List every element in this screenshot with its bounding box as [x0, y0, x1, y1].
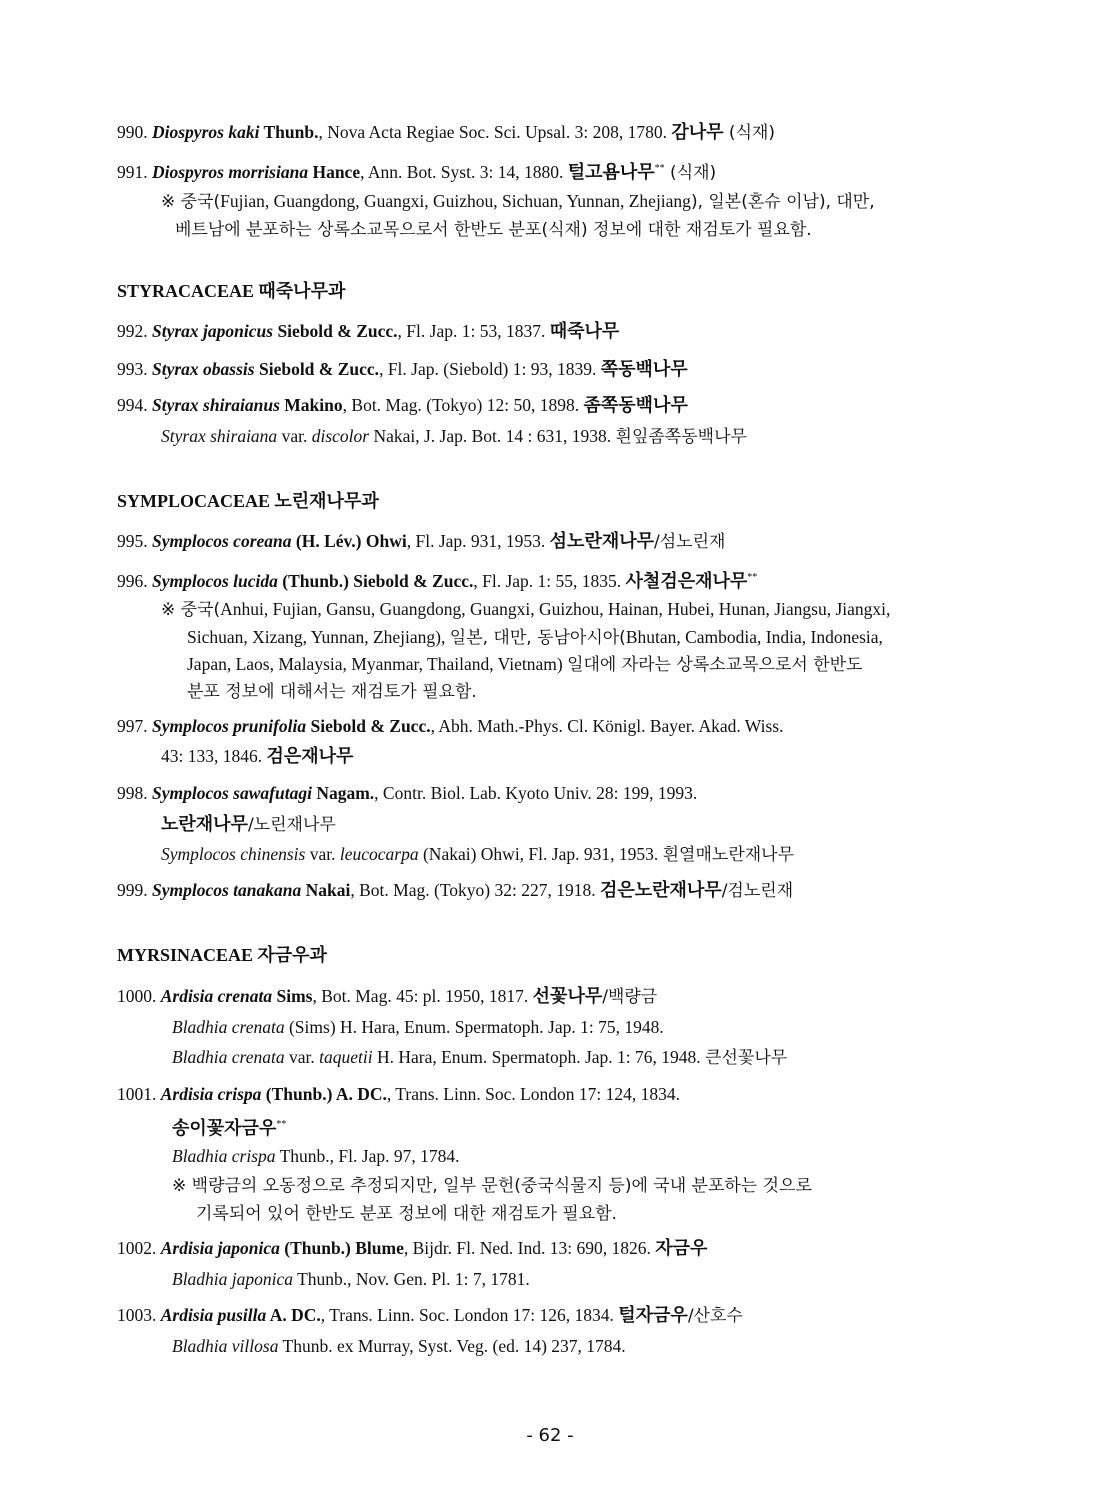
- text-segment: Styrax japonicus: [152, 321, 274, 341]
- text-line: [117, 121, 775, 144]
- text-line: [117, 530, 725, 553]
- text-line: [117, 879, 793, 902]
- text-segment: SYMPLOCACEAE: [117, 491, 271, 511]
- text-segment: 1000.: [117, 986, 161, 1006]
- text-segment: (Thunb.) Blume: [279, 1238, 404, 1258]
- text-segment: 1002.: [117, 1238, 161, 1258]
- text-segment: (Sims) H. Hara, Enum. Spermatoph. Jap. 1: 75, 1948.: [284, 1017, 664, 1037]
- text-segment: Nagam.: [311, 783, 375, 803]
- text-segment: /섬노린재: [654, 532, 726, 552]
- text-segment: 선꽃나무: [532, 986, 603, 1007]
- text-line: [187, 680, 477, 703]
- page-number: - 62 -: [526, 1425, 574, 1446]
- text-segment: 1003.: [117, 1305, 161, 1325]
- text-segment: Symplocos chinensis: [161, 844, 306, 864]
- text-line: [117, 567, 757, 593]
- text-segment: , Bijdr. Fl. Ned. Ind. 13: 690, 1826.: [403, 1238, 656, 1258]
- text-segment: Bladhia crispa: [172, 1146, 276, 1166]
- text-line: [161, 843, 794, 866]
- text-segment: 흰잎좀쪽동백나무: [615, 427, 747, 447]
- text-segment: , Contr. Biol. Lab. Kyoto Univ. 28: 199, 1993.: [374, 783, 698, 803]
- text-line: [172, 1268, 530, 1290]
- text-line: [117, 320, 619, 343]
- text-segment: 베트남에 분포하는 상록소교목으로서 한반도 분포(식재) 정보에 대한 재검토가 필요함.: [175, 220, 812, 240]
- text-segment: 감나무: [671, 122, 724, 143]
- text-line: [117, 1237, 707, 1260]
- text-segment: 43: 133, 1846.: [161, 746, 267, 766]
- text-segment: 털고욤나무: [567, 161, 655, 183]
- text-segment: Thunb., Fl. Jap. 97, 1784.: [275, 1146, 460, 1166]
- text-segment: ), 일본(혼슈 이남), 대만,: [690, 192, 875, 212]
- text-segment: (Thunb.) Siebold & Zucc.: [277, 570, 474, 591]
- text-segment: 분포 정보에 대해서는 재검토가 필요함.: [187, 682, 477, 702]
- text-segment: A. DC.: [266, 1305, 321, 1325]
- text-segment: Bladhia japonica: [172, 1269, 294, 1289]
- text-segment: 검은노란재나무: [599, 880, 722, 901]
- text-segment: Makino: [279, 395, 343, 415]
- text-segment: /산호수: [687, 1306, 743, 1326]
- text-segment: , Fl. Jap. 1: 55, 1835.: [473, 570, 626, 591]
- text-line: [117, 158, 716, 184]
- text-segment: 사철검은재나무: [625, 570, 748, 592]
- text-segment: taquetii: [319, 1047, 373, 1067]
- text-segment: Hance: [308, 161, 361, 182]
- text-segment: 991.: [117, 161, 152, 182]
- text-segment: 일본, 대만, 동남아시아(: [449, 628, 626, 648]
- text-segment: var.: [277, 426, 312, 446]
- text-line: [172, 1046, 787, 1069]
- text-segment: Nakai: [301, 880, 351, 900]
- text-segment: ※ 중국(: [161, 600, 221, 620]
- text-segment: 994.: [117, 395, 152, 415]
- text-segment: 좀쪽동백나무: [583, 395, 688, 416]
- text-line: [187, 653, 862, 676]
- text-segment: /노린재나무: [247, 815, 336, 835]
- text-segment: Thunb. ex Murray, Syst. Veg. (ed. 14) 237, 1784.: [278, 1336, 626, 1356]
- text-segment: Symplocos coreana: [152, 531, 292, 551]
- text-segment: , Bot. Mag. (Tokyo) 32: 227, 1918.: [350, 880, 600, 900]
- text-line: [117, 715, 783, 737]
- text-segment: 자금우과: [257, 945, 327, 966]
- text-segment: , Fl. Jap. 931, 1953.: [406, 531, 550, 551]
- text-segment: Symplocos tanakana: [152, 880, 302, 900]
- text-line: [175, 218, 812, 241]
- text-line: [117, 1083, 680, 1105]
- text-line: [117, 782, 697, 804]
- text-segment: ※ 백량금의 오동정으로 추정되지만, 일부 문헌(중국식물지 등)에 국내 분포하는 것으로: [172, 1176, 812, 1196]
- text-segment: Symplocos lucida: [152, 570, 278, 591]
- text-line: [117, 490, 379, 513]
- text-segment: Styrax obassis: [152, 359, 255, 379]
- text-segment: 999.: [117, 880, 152, 900]
- text-segment: var.: [284, 1047, 320, 1067]
- text-segment: **: [747, 572, 758, 583]
- text-line: [161, 813, 336, 836]
- text-segment: (Nakai) Ohwi, Fl. Jap. 931, 1953.: [418, 844, 663, 864]
- text-segment: Bhutan, Cambodia, India, Indonesia,: [625, 627, 883, 647]
- text-segment: (식재): [664, 162, 717, 183]
- text-segment: MYRSINACEAE: [117, 945, 254, 965]
- text-segment: 997.: [117, 716, 152, 736]
- text-line: [117, 358, 688, 381]
- text-segment: Nakai, J. Jap. Bot. 14 : 631, 1938.: [369, 426, 616, 446]
- text-segment: 993.: [117, 359, 152, 379]
- text-segment: 일대에 자라는 상록소교목으로서 한반도: [567, 655, 863, 675]
- text-line: [117, 1304, 743, 1327]
- text-segment: Ardisia japonica: [160, 1238, 280, 1258]
- text-segment: /검노린재: [721, 881, 794, 901]
- text-segment: Japan, Laos, Malaysia, Myanmar, Thailand, Vietnam): [187, 654, 568, 674]
- text-segment: 쪽동백나무: [600, 359, 688, 380]
- text-line: [172, 1174, 812, 1197]
- text-segment: **: [276, 1119, 287, 1130]
- text-segment: 995.: [117, 531, 152, 551]
- text-segment: STYRACACEAE: [117, 281, 255, 301]
- text-segment: Anhui, Fujian, Gansu, Guangdong, Guangxi, Guizhou, Hainan, Hubei, Hunan, Jiangsu, Jiangxi,: [220, 599, 891, 619]
- text-segment: Siebold & Zucc.: [254, 359, 380, 379]
- text-segment: Thunb., Nov. Gen. Pl. 1: 7, 1781.: [293, 1269, 530, 1289]
- text-segment: Bladhia villosa: [172, 1336, 279, 1356]
- text-segment: leucocarpa: [339, 844, 419, 864]
- text-segment: 검은재나무: [266, 746, 354, 767]
- text-segment: var.: [305, 844, 340, 864]
- text-segment: 기록되어 있어 한반도 분포 정보에 대한 재검토가 필요함.: [196, 1204, 617, 1224]
- text-segment: , Bot. Mag. 45: pl. 1950, 1817.: [312, 986, 533, 1006]
- text-segment: Thunb.: [259, 122, 319, 142]
- text-segment: , Abh. Math.-Phys. Cl. Königl. Bayer. Akad. Wiss.: [430, 716, 784, 736]
- text-segment: (식재): [723, 123, 776, 143]
- text-segment: Siebold & Zucc.: [273, 321, 398, 341]
- text-segment: 노린재나무과: [274, 491, 379, 512]
- text-segment: Symplocos prunifolia: [152, 716, 307, 736]
- text-segment: 섬노란재나무: [549, 531, 654, 552]
- text-line: [161, 190, 875, 213]
- text-segment: Styrax shiraianus: [152, 395, 280, 415]
- text-segment: **: [654, 163, 665, 174]
- text-segment: , Fl. Jap. (Siebold) 1: 93, 1839.: [379, 359, 601, 379]
- text-segment: , Ann. Bot. Syst. 3: 14, 1880.: [360, 161, 568, 182]
- text-segment: Sichuan, Xizang, Yunnan, Zhejiang),: [187, 627, 450, 647]
- text-segment: Fujian, Guangdong, Guangxi, Guizhou, Sichuan, Yunnan, Zhejiang: [220, 191, 691, 211]
- text-segment: Symplocos sawafutagi: [152, 783, 312, 803]
- text-line: [117, 985, 657, 1008]
- text-segment: H. Hara, Enum. Spermatoph. Jap. 1: 76, 1948.: [372, 1047, 706, 1067]
- text-segment: Ardisia pusilla: [160, 1305, 267, 1325]
- text-line: [172, 1016, 664, 1038]
- text-segment: 990.: [117, 122, 152, 142]
- text-line: [161, 598, 890, 621]
- text-segment: Sims: [272, 986, 313, 1006]
- text-segment: 996.: [117, 570, 152, 591]
- text-line: [117, 394, 688, 417]
- text-segment: 큰선꽃나무: [705, 1048, 788, 1068]
- text-segment: 노란재나무: [161, 814, 248, 835]
- text-line: [196, 1202, 617, 1225]
- text-segment: /백량금: [602, 987, 658, 1007]
- text-segment: Bladhia crenata: [172, 1017, 285, 1037]
- text-segment: Diospyros kaki: [152, 122, 260, 142]
- text-segment: discolor: [311, 426, 370, 446]
- text-segment: , Trans. Linn. Soc. London 17: 124, 1834.: [386, 1084, 681, 1104]
- text-segment: Diospyros morrisiana: [152, 161, 309, 182]
- text-line: [172, 1335, 626, 1357]
- text-segment: 송이꽃자금우: [172, 1117, 277, 1139]
- text-segment: 털자금우: [618, 1305, 688, 1326]
- text-segment: ※ 중국(: [161, 192, 221, 212]
- text-segment: 992.: [117, 321, 152, 341]
- text-segment: 때죽나무: [549, 321, 620, 342]
- text-segment: 때죽나무과: [258, 281, 346, 302]
- text-segment: 자금우: [655, 1238, 708, 1259]
- text-line: [187, 626, 883, 649]
- text-segment: 1001.: [117, 1084, 161, 1104]
- text-segment: , Fl. Jap. 1: 53, 1837.: [397, 321, 550, 341]
- text-line: [161, 745, 353, 768]
- text-segment: , Trans. Linn. Soc. London 17: 126, 1834.: [320, 1305, 619, 1325]
- text-segment: Bladhia crenata: [172, 1047, 285, 1067]
- text-segment: (H. Lév.) Ohwi: [291, 531, 407, 551]
- text-segment: 흰열매노란재나무: [662, 845, 795, 865]
- text-line: [172, 1145, 459, 1167]
- text-segment: , Bot. Mag. (Tokyo) 12: 50, 1898.: [342, 395, 584, 415]
- text-segment: Siebold & Zucc.: [306, 716, 431, 736]
- text-line: [172, 1114, 286, 1140]
- text-line: [117, 944, 327, 967]
- text-segment: (Thunb.) A. DC.: [261, 1084, 387, 1104]
- text-line: [117, 280, 345, 303]
- text-segment: , Nova Acta Regiae Soc. Sci. Upsal. 3: 208, 1780.: [318, 122, 672, 142]
- text-segment: Styrax shiraiana: [161, 426, 278, 446]
- text-segment: Ardisia crenata: [160, 986, 273, 1006]
- text-segment: 998.: [117, 783, 152, 803]
- text-segment: Ardisia crispa: [160, 1084, 262, 1104]
- text-line: [161, 425, 747, 448]
